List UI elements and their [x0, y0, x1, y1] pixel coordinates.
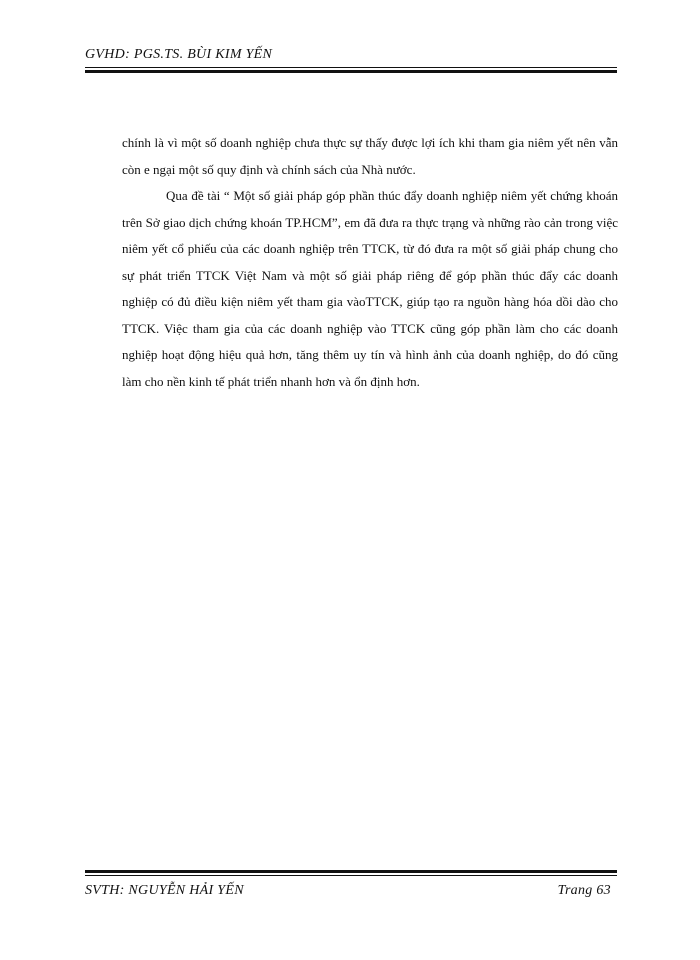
paragraph-1: chính là vì một số doanh nghiệp chưa thực sự thấy được lợi ích khi tham gia niêm yết nên vẫn còn e ngại một số quy định và chính sách của Nhà nước. — [122, 135, 618, 177]
header-title: GVHD: PGS.TS. BÙI KIM YẾN — [85, 47, 273, 62]
document-body — [122, 130, 618, 395]
footer-rule-thin — [85, 875, 617, 876]
page-footer — [85, 870, 617, 900]
footer-row — [85, 882, 617, 900]
page-header — [85, 46, 617, 73]
footer-rule-thick — [85, 870, 617, 873]
header-rule-thick — [85, 70, 617, 73]
header-rule-thin — [85, 67, 617, 68]
paragraph-2: Qua đề tài “ Một số giải pháp góp phần thúc đẩy doanh nghiệp niêm yết chứng khoán trên Sở giao dịch chứng khoán TP.HCM”, em đã đưa ra thực trạng và những rào cản trong việc niêm yết cổ phiếu của các doanh nghiệp trên TTCK, từ đó đưa ra một số giải pháp chung cho sự phát triển TTCK Việt Nam và một số giải pháp riêng để góp phần thúc đẩy các doanh nghiệp có đủ điều kiện niêm yết tham gia vàoTTCK, giúp tạo ra nguồn hàng hóa dồi dào cho TTCK. Việc tham gia của các doanh nghiệp vào TTCK cũng góp phần làm cho các doanh nghiệp hoạt động hiệu quả hơn, tăng thêm uy tín và hình ảnh của doanh nghiệp, do đó cũng làm cho nền kinh tế phát triển nhanh hơn và ổn định hơn. — [122, 188, 618, 389]
footer-author: SVTH: NGUYỄN HẢI YẾN — [85, 883, 244, 898]
page-number: Trang 63 — [557, 883, 611, 898]
